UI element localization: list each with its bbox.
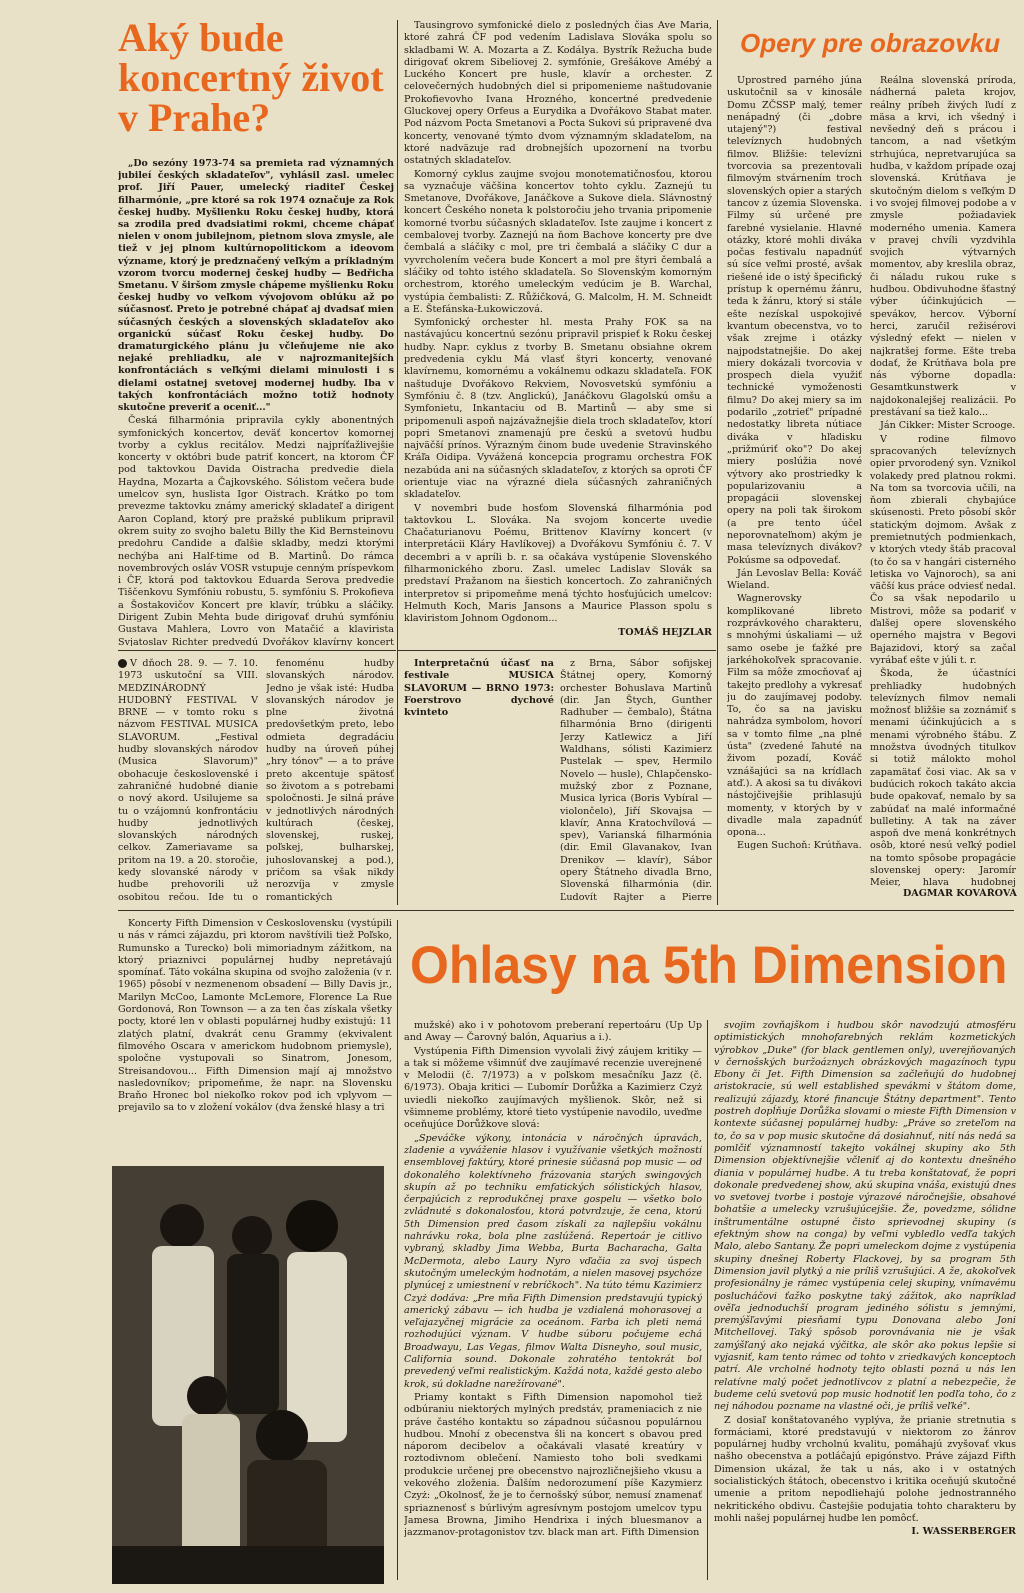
article-paragraph: Uprostred parného júna uskutočnil sa v kinosále Domu ZČSSP malý, temer nenápadný (či „dobre utajený"?) festival televíznych hudobných filmov. Bližšie: televízni tvorcovia sa prezentovali filmovým stvárnením troch slovenských opier a starých tancov z územia Slovenska. Filmy sú určené pre farebné vysielanie. Hlavné otázky, ktoré mohli diváka počas festivalu napadnúť sú síce veľmi prosté, avšak riešené ide o istý špecifický prístup k opernému žánru, teda k žánru, ktorý si stále ešte nezískal uspokojivé kvantum obecenstva, vo to však zrejme i otázky najpodstatnejšie. Do akej miery dokázali tvorcovia v prospech diela využiť technické vymoženosti filmu? Do akej miery sa im podarilo „zotrieť" prípadné nedostatky libreta nútiace diváka v hľadisku „prižmúriť oko"? Do akej miery poslúžia nové výtvory ako prostriedky k popularizovaniu a propagácii slovenskej opery na poli tak širokom (a pre tento účel neporovnateľnom) akým je masa televíznych divákov? Pokúsme sa odpovedať. (727, 75, 862, 566)
article-paragraph: Wagnerovsky komplikované libreto rozprávkového charakteru, s mnohými úskaliami — už samo osebe je ťažké pre jarkéhokoľvek spracovanie. Film sa môže zmocňovať aj takejto predlohy a vykresať ju do zaujímavej podoby. To, čo sa na javisku nahrádza symbolom, hovorí sa v tomto filme „na plné ústa" (zvedené ľahuté na živom pozadí, Kováč vznášajúci sa na krídlach atď.). A akosi sa tu divákovi nástojčivejšie prihlasujú momenty, v ktorých by v divadle mala zapadnúť opona... (727, 593, 862, 839)
article-dimension-intro (118, 918, 392, 1160)
article-paragraph: Česká filharmónia pripravila cykly abonentných symfonických koncertov, deväť koncertov komornej tvorby a cyklus recitálov. Medzi najpríťažlivejšie koncerty v októbri bude patriť koncert, na ktorom ČF pod taktovkou Davida Oistracha predvedie diela Haydna, Mozarta a Čajkovského. Sólistom večera bude umelcov syn, huslista Igor Oistrach. Krátko po tom prevezme taktovku známy americký skladateľ a dirigent Aaron Copland, ktorý pre pražské publikum pripravil okrem suity zo svojho baletu Billy the Kid Bernsteinovu predohru Candide a ďalšie skladby, medzi ktorými nechýba ani Half-time od B. Martinů. Do rámca novembrových osláv VOSR vstupuje cenným príspevkom i ČF, ktorá pod taktovkou Eduarda Serova predvedie Tiščenkovu Symfóniu robustu, 5. symfóniu S. Prokofieva a Šostakovičov Koncert pre klavír, trúbku a sláčiky. Dirigent Zubin Mehta bude dirigovať druhú symfóniu Gustava Mahlera, Lovro von Matačić a klavirista Svjatoslav Richter predvedú Dvořákov klavírny koncert (118, 415, 394, 646)
article-paragraph: Vystúpenia Fifth Dimension vyvolali živý záujem kritiky — a tak si môžeme všimnúť dve zaujímavé recenzie uverejnené v Melodii (č. 7/1973) a v poľskom mesačníku Jazz (č. 6/1973). Obaja kritici — Ľubomír Dorůžka a Kazimierz Czyż uviedli niekoľko zaujímavých myšlienok. Skôr, než si všimneme problémy, ktoré tieto vystúpenie navodilo, uveďme oceňujúce Dorůžkove slová: (404, 1045, 702, 1131)
section-rule (398, 650, 716, 651)
section-rule (118, 650, 396, 651)
article-paragraph: Škoda, že účastníci prehliadky hudobných televíznych filmov nemali možnosť bližšie sa zoznámiť s menami účinkujúcich a s menami výrobného štábu. Z množstva úvodných titulkov si totiž málokto mohol zapamätať čosi viac. Ak sa v budúcich rokoch takáto akcia bude opakovať, nemalo by sa zabúdať na malé informačné bulletiny. A tak na záver aspoň dve mená konkrétnych osôb, ktoré nesú veľký podiel na tomto spôsobe propagácie slovenskej opery: Jaromír Meier, hlava hudobnej (870, 668, 1016, 887)
article-paragraph: fenoménu hudby slovanských národov. Jedno je však isté: Hudba slovanských národov je plne životná predovšetkým preto, lebo odmieta degradáciu hudby na úroveň púhej „hry tónov" — a to práve preto akcentuje spätosť so životom a s potrebami spoločnosti. Je silná práve v jednotlivých národných kultúrach (českej, slovenskej, ruskej, poľskej, bulharskej, juhoslovanskej a pod.), pričom sa však nikdy nerozvíja v zmysle romantických (266, 658, 394, 903)
quote-paragraph: svojim zovňajškom i hudbou skôr navodzujú atmosféru optimistických mnohofarebných reklám kozmetických výrobkov „Duke" (for black gentlemen only), uverejňovaných v černošských buržoáznych obrázkových magazínoch typu Ebony či Jet. Fifth Dimension sa začleňujú do hudobnej aristokracie, sú well established spevákmi v štátom dome, realizujú zájazdy, ktoré financuje Štátny department". Tento postreh dopĺňuje Dorůžka slovami o mieste Fifth Dimension v kontexte súčasnej populárnej hudby: „Práve so zreteľom na to, čo sa v pop music skutočne dá dosiahnuť, nití nás nedá sa pomlčiť významností takejto vokálnej skupiny ako 5th Dimension objektívnejšie včleniť aj do kontextu dnešného diania v populárnej hudbe. A tu treba konštatovať, že popri dokonale predvedenej show, akú skupina vnáša, existujú dnes vo svetovej tvorbe i postoje výrazové náročnejšie, obsahové bohatšie a umelecky vzrušujúcejšie. Že, povedzme, sólidne inštrumentálne ostupné čisto sprievodnej skupiny (s efektným show na conga) by veľmi vybledlo vedľa takých Malo, alebo Santany. Že popri umeleckom dojme z vystúpenia skupiny dnešnej Roberty Flackovej, by sa program 5th Dimension javil plytký a nie príliš vzrušujúci. A že, akokoľvek profesionálny je rámec vystúpenia celej skupiny, vnímavému poslucháčovi ťažko poskytne taký zážitok, ako napríklad ověľa jednoduchší program jediného sólistu s jemnými, premýšľavými piesňami typu Donovana alebo Joni Mitchellovej. Taký spôsob porovnávania nie je však zamýšľaný ako nejaká výčitka, ale skôr ako pokus lepšie si vyjasniť, kam tento rámec od tohto v zriedkavých konceptoch patrí. Ale vrcholné hodnoty tejto oblasti pozná u nás len relatívne malý počet jednotlivcov z platní a nebezpečie, že budeme celú svetovú pop music hodnotiť len podľa toho, čo z nej náhodou pozname na vlastné oči, je príliš veľké". (714, 1020, 1016, 1413)
article-paragraph: Koncerty Fifth Dimension v Československu (vystúpili u nás v rámci zájazdu, pri ktorom navštívili tiež Poľsko, Rumunsko a Turecko) boli mimoriadnym zážitkom, na ktorý priaznivci populárnej hudby nepretávajú spomínať. Táto vokálna skupina od svojho založenia (v r. 1965) pôsobí v nezmenenom obsadení — Billy Davis jr., Marilyn McCoo, Lamonte McLemore, Florence La Rue Gordonová, Ron Townson — a za ten čas získala všetky pocty, ktoré len v oblasti populárnej hudby existujú: 11 zlatých platní, dvakrát cenu Grammy (ekvivalent filmového Oscara v americkom hudobnom priemysle), spoločne vystupovali so Sinatrom, Jonesom, Streisandovou... Fifth Dimension mají aj množstvo nasledovníkov; pripomeňme, že napr. na Slovensku Braňo Hronec bol niekoľko rokov pod ich vplyvom — prejavilo sa to v zložení vokálov (dva ženské hlasy a tri (118, 918, 392, 1114)
article-paragraph: V rodine filmovo spracovaných televíznych opier prvorodený syn. Vznikol volakedy pred platnou rokmi. Na tom sa tvorcovia učili, na ňom zbierali chybajúce skúsenosti. Preto pôsobí skôr statickým dojmom. Avšak z premietnutých podmienkach, v ktorých vtedy štáb pracoval (to čo sa v hangári cisterného letiska vo Vajnoroch), sa ani väčší kus práce odviesť nedal. Čo sa však nepodarilo u Mistrovi, môže sa podariť v ďalšej opere slovenského operného majstra v Begovi Bajazidovi, ktorý sa začal vyrábať ešte v júli t. r. (870, 433, 1016, 666)
band-photo-graphic (112, 1166, 384, 1584)
opera-title: Ján Cikker: Mister Scrooge. (880, 420, 1016, 432)
article-opery-col1 (727, 75, 862, 900)
article-paragraph: V novembri bude hosťom Slovenská filharmónia pod taktovkou L. Slováka. Na svojom koncerte uvedie Chačaturianovu Poému, Brittenov Klavírny koncert (v interpretácii Kláry Havlíkovej) a Dvořákovu Symfóniu č. 7. V decembri a v apríli b. r. sa očakáva vystúpenie Slovenského filharmonického zboru. Zasl. umelec Ladislav Slovák sa predstaví Pražanom na šiestich koncertoch. Zo zahraničných interpretov si pripomeňme mená týchto hosťujúcich umelcov: Helmuth Koch, Maris Jansons a Maurice Plasson spolu s klaviristom Johnom Ogdonom... (404, 502, 712, 625)
headline-opery: Opery pre obrazovku (740, 28, 1001, 58)
opera-title: Ján Levoslav Bella: Kováč Wieland. (727, 567, 862, 592)
article-paragraph: Priamy kontakt s Fifth Dimension napomohol tiež odbúraniu niektorých mylných predstáv, prameniacich z nie práve častého kontaktu so západnou súčasnou populárnou hudbou. Mnohí z obecenstva šli na koncert s obavou pred náporom decibelov a očakávali vlasaté kreatúry v roztodivnom oblečení. Namiesto toho boli svedkami produkcie určenej pre obecenstvo najrozličnejšieho vkusu a vekového zloženia. Ďalším nedorozumení píše Kazymierz Czyż: „Okolnosť, že je to černošský súbor, nemusí znamenať spriaznenosť s búrlivým agresívnym postojom umelcov typu Jamesa Browna, Jimiho Hendrixa i iných bluesmanov a jazzmanov-protagonistov tzv. black man art. Fifth Dimension (404, 1391, 702, 1539)
article-paragraph: Tausingrovo symfonické dielo z posledných čias Ave Maria, ktoré zahrá ČF pod vedením Ladislava Slováka spolu so skladbami W. A. Mozarta a Z. Kodálya. Bystrík Režucha bude dirigovať okrem Sibeliovej 2. symfónie, Grešákove Amébý a Luckého Koncert pre husle, klavír a orchester. Z celovečerných hudobných diel si pripomenieme naštudovanie Prokofievovho Ivana Hrozného, koncertné predvedenie Gluckovej opery Orfeus a Eurydika a Dvořákovo Stabat mater. Pod názvom Pocta Smetanovi a Pocta Sukovi sú pripravené dva koncerty, venované týmto dvom významným skladateľom, na ktoré nadväzuje rad drobnejších upozornení na tvorbu ostatných skladateľov. (404, 20, 712, 167)
article-koncert-col1 (118, 158, 394, 646)
quote-paragraph: „Speváčke výkony, intonácia v náročných úpravách, zladenie a vyváženie hlasov i využívanie všetkých možností ensemblovej faktúry, ktoré prinesie súčasná pop music — od dokonalého kolektívneho frázovania starých swingových skupín až po techniku emfatických sólistických hlasov, čerpajúcich z reprodukčnej praxe gospelu — všetko bolo zvládnuté s dokonalosťou, ktorá potvrdzuje, že cena, ktorú 5th Dimension pred časom získali za najlepšiu vokálnu nahrávku roka, bola plne zaslúžená. Repertoár je citlivo vybraný, skladby Jima Webba, Burta Bacharacha, Galta McDermota, alebo Laury Nyro vďačia za svoj úspech skutočným umeleckým hodnotám, a nielen masovej psychóze plynúcej z umiestnení v rebríčkoch". Na túto tému Kazimierz Czyż dodáva: „Pre mňa Fifth Dimension predstavujú typický americký zábavu — ich hudba je vzdialená mohorasovej a veľajazyčnej migrácie za oceánom. Farba ich pleti nemá rozhodujúci význam. V hudbe súboru počujeme echá Broadwayu, Las Vegas, filmov Walta Disneyho, soul music, California sound. Dokonale zohratého tentokrát bol prevedený veľmi realistickým. Každá nota, každé gesto alebo krok, sú dokladne narežírované". (404, 1132, 702, 1390)
author-signature: TOMÁŠ HEJZLAR (618, 626, 712, 638)
article-festival-col2 (266, 658, 394, 903)
author-signature: I. WASSERBERGER (911, 1526, 1016, 1538)
author-signature: DAGMAR KOVÁŘOVÁ (902, 888, 1017, 899)
article-lead: „Do sezóny 1973-74 sa premieta rad významných jubileí českých skladateľov", vyhlásil zasl. umelec prof. Jiří Pauer, umelecký riaditeľ Českej filharmónie, „pre ktoré sa rok 1974 označuje za Rok českej hudby. Myšlienku Roku českej hudby, ktorá sa zrodila pred dvadsiatimi rokmi, chceme chápať nielen v onom jubilejnom, pietnom slova zmysle, ale tiež v jej plnom kultúrnopolitickom a ideovom význame, ktorý je predznačený veľkým a príkladným vzorom tvorcu modernej českej hudby — Bedřicha Smetanu. V širšom zmysle chápeme myšlienku Roku českej hudby vo veľkom vývojovom oblúku až po súčasnosť. Preto je potrebné chápať aj dvadsať mien súčasných českých a slovenských skladateľov ako organickú súčasť Roku českej hudby. Do dramaturgického plánu ju včleňujeme nie ako nejaké prehliadku, ale v najrozmanitejších konfrontáciách s veľkými dielami minulosti i s dielami ostatnej svetovej modernej hudby. Iba v takých konfrontáciách možno totiž hodnoty skutočne preveriť a oceniť..." (118, 158, 394, 414)
column-rule (397, 20, 398, 905)
article-paragraph: Reálna slovenská príroda, nádherná paleta krojov, reálny príbeh živých ľudí z mäsa a krvi, ich všedný i nevšedný deň s prácou i tancom, a nad všetkým strhujúca, nepretvarujúca sa hudba, v každom prípade ozaj slovenská. Krútňava je skutočným dielom s veľkým D i vo svojej filmovej podobe a v zmysle požiadaviek modernéhо umenia. Kamera v pravej chvíli vyzdvihla svojich výtvarných momentov, aby kreslila obraz, či náladu rukou ruke s hudbou. Obdivuhodne šťastný výber účinkujúcich — spevákov, hercov. Výborní herci, zaručil režisérovi výsledný efekt — nielen v najkratšej forme. Ešte treba dodať, že Krútňava bola pre nás výborne dopadla: Gesamtkunstwerk v najdokonalejšej realizácii. Po prestávaní sa tiež kalo... (870, 75, 1016, 419)
article-festival-col1 (118, 658, 258, 903)
article-dimension-col2 (404, 1020, 702, 1585)
article-lead: V dňoch 28. 9. — 7. 10. 1973 uskutoční sa VIII. MEDZINÁRODNÝ HUDOBNÝ FESTIVAL V BRNE — v tomto roku s názvom FESTIVAL MUSICA SLAVORUM. „Festival hudby slovanských národov (Musica Slavorum)" obohacuje československé i zahraničné hudobné dianie o nový akord. Usilujeme sa tu o vzájomnú konfrontáciu hudby jednotlivých slovanských národných celkov. Zameriavame sa pritom na 19. a 20. storočie, kedy slovanské národy v hudbe prehovorili už osobitou rečou. Ide tu o (118, 658, 258, 903)
article-paragraph: z Brna, Sábor sofijskej Štátnej opery, Komorný orchester Bohuslava Martinů (dir. Jan Štych, Gunther Radhuber — čembalo), Štátna filharmónia Brno (dirigenti Jerzy Katlewicz a Jiří Waldhans, sólisti Kazimierz Pustelak — spev, Hermilo Novelo — husle), Chlapčensko-mužský zbor z Poznane, Musica lyrica (Boris Vybíral — violončelo), Jiří Skovajsa — klavír, Anna Kratochvílová — spev), Varianská filharmónia (dir. Emil Glavanakov, Ivan Drenikov — klavír), Sábor opery Štátneho divadla Brno, Slovenská filharmónia (dir. Ľudovít Rajter a Pierre (560, 658, 712, 903)
article-opery-col2 (870, 75, 1016, 887)
article-paragraph: Z dosiaľ konštatovaného vyplýva, že prianie stretnutia s formáciami, ktoré predstavujú v niektorom zo žánrov populárnej hudby vrcholnú kvalitu, pomáhajú zvyšovať vkus našho obecenstva a potláčajú epigónstvo. Práve zájazd Fifth Dimension ukázal, že tak u nás, ako i v ostatných socialistických štátoch, obecenstvo i kritika oceňujú skutočné umenie a pritom nepodliehajú polohe jednostranného nekritického obdivu. Častejšie podujatia tohto charakteru by mohli našej populárnej hudbe len pomôcť. (714, 1414, 1016, 1524)
article-koncert-col2 (404, 20, 712, 646)
article-dimension-col3 (714, 1020, 1016, 1585)
article-paragraph: mužské) ako i v pohotovom preberaní repertoáru (Up Up and Away — Čarovný balón, Aquarius a i.). (404, 1020, 702, 1044)
article-paragraph: Interpretačnú účasť na festivale MUSICA SLAVORUM — BRNO 1973: Foerstrovo dychové kvinteto (404, 658, 554, 719)
article-paragraph: Komorný cyklus zaujme svojou monotematičnosťou, ktorou sa vyznačuje väčšina koncertov tohto cyklu. Zaznejú tu Smetanove, Dvořákove, Janáčkove a Sukove diela. Slávnostný koncert Českého noneta k polstoročiu jeho trvania pripomenie komorné tvorbu súčasných skladateľov. Iste zaujme i koncert z cembalovej tvorby. Zaznejú na ňom Bachove koncerty pre dve čembalá a sláčiky c mol, pre tri čembalá a sláčiky C dur a vyvrcholením večera bude Koncert a mol pre štyri čembalá a sláčiky od tohto istého skladateľa. So Slovenským komorným orchestrom, ktorého umeleckým vedúcim je B. Warchal, vystúpia čembalisti: Z. Růžičková, G. Malcolm, H. M. Schneidt a E. Štefánska-Łukowiczová. (404, 168, 712, 315)
article-paragraph: Symfonický orchester hl. mesta Prahy FOK sa na nastávajúcu koncertnú sezónu pripravil prispieť k Roku českej hudby. Napr. cyklus z tvorby B. Smetanu obsiahne okrem predvedenia cyklu Má vlasť štyri koncerty, venované klavírnemu, komornému a vokálnemu odkazu skladateľa. FOK naštuduje Dvořákovo Rekviem, Novosvetskú symfóniu a Symfóniu č. 8 (tzv. Anglickú), Janáčkovu Glagolskú omšu a Symfonietu, Inkantaciu od B. Martinů — aby sme si pripomenuli aspoň najzávažnejšie diela troch skladateľov, ktorí popri Smetanovi znamenajú pre českú a svetovú hudbu najväčší prínos. Výrazným činom bude uvedenie Stravinského Kráľa Oidipa. Vyvážená koncepcia programu orchestra FOK nezabúda ani na súčasných skladateľov, z ktorých sa oproti ČF orientuje viac na výrazné diela súčasných zahraničných skladateľov. (404, 317, 712, 501)
article-festival-col4 (560, 658, 712, 903)
headline-koncertny-zivot: Aký bude koncertný život v Prahe? (118, 15, 384, 140)
opera-title: Eugen Suchoň: Krútňava. (737, 840, 862, 852)
article-festival-col3 (404, 658, 554, 903)
section-rule (118, 910, 1014, 911)
column-rule (707, 1020, 708, 1580)
band-photo (112, 1166, 384, 1584)
article-opery-sig (727, 888, 1017, 904)
column-rule (717, 20, 718, 905)
headline-ohlasy: Ohlasy na 5th Dimension (410, 935, 1008, 995)
bullet-dot (118, 659, 127, 668)
column-rule (397, 920, 398, 1580)
